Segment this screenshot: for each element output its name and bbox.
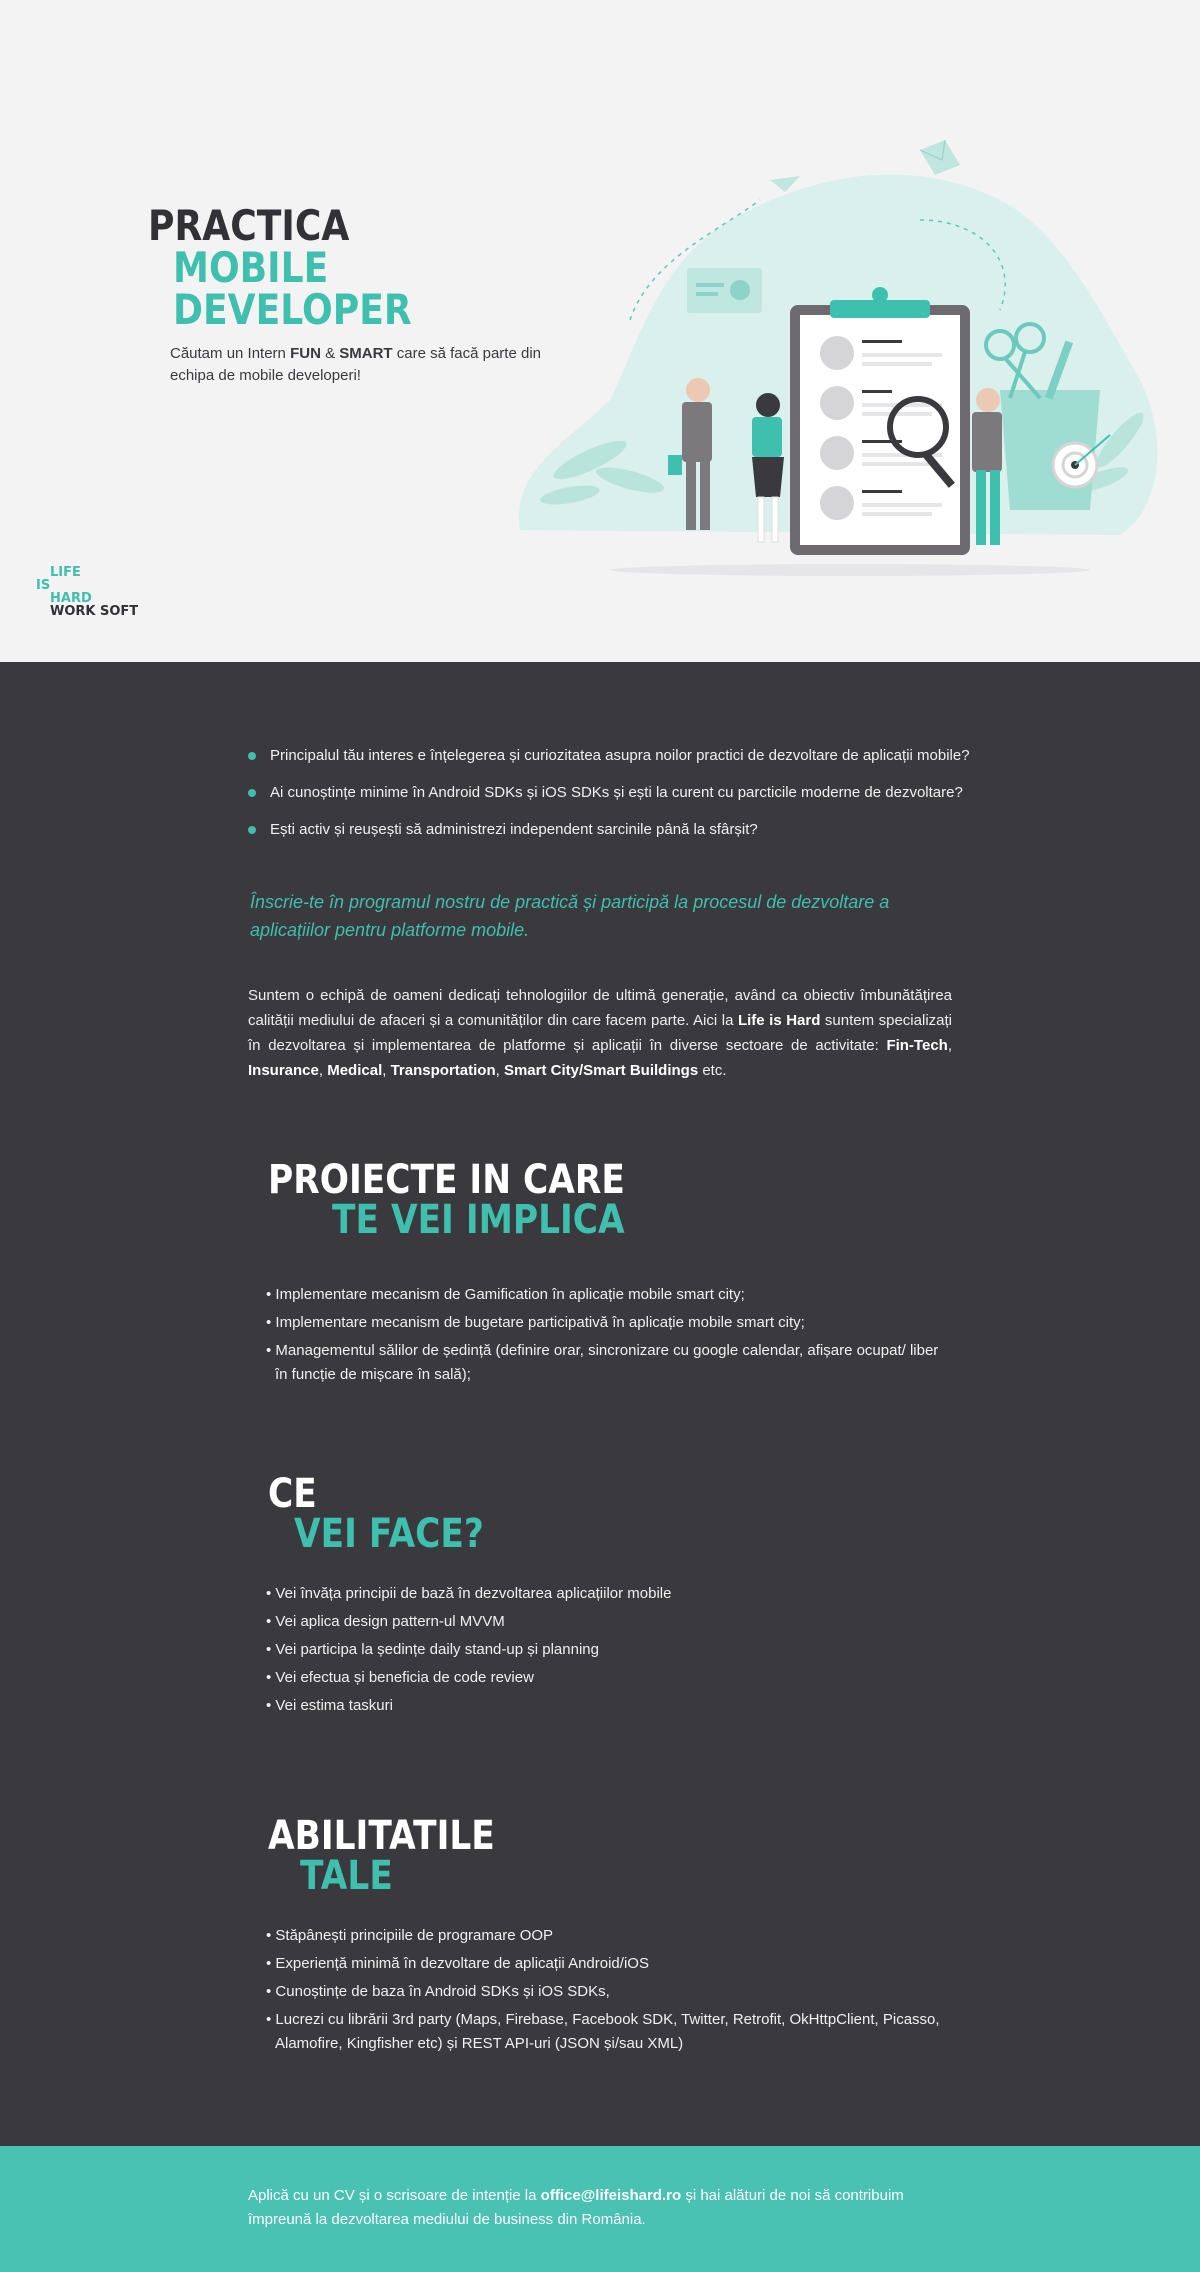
list-item: • Vei aplica design pattern-ul MVVM: [266, 1610, 946, 1634]
questions-list: [248, 745, 970, 856]
list-item: • Experiență minimă în dezvoltare de aplicații Android/iOS: [266, 1952, 946, 1976]
apply-text: Aplică cu un CV și o scrisoare de intenție la office@lifeishard.ro și hai alături de noi să contribuim împreună la dezvoltarea mediului de business din România.: [248, 2187, 904, 2228]
title-practica: PRACTICA: [148, 201, 350, 250]
tasks-list: [266, 1582, 946, 1722]
envelope-icon: [920, 140, 960, 175]
hero-section: [0, 0, 1200, 662]
list-item: • Vei participa la ședințe daily stand-up și planning: [266, 1638, 946, 1662]
recruitment-illustration: [500, 140, 1170, 600]
list-item: • Implementare mecanism de Gamification în aplicație mobile smart city;: [266, 1283, 946, 1307]
projects-list: [266, 1283, 946, 1391]
projects-heading: PROIECTE IN CARE TE VEI IMPLICA: [268, 1157, 625, 1243]
list-item: Principalul tău interes e înțelegerea și curiozitatea asupra noilor practici de dezvoltare de aplicații mobile?: [248, 745, 970, 767]
list-item: • Managementul sălilor de ședință (definire orar, sincronizare cu google calendar, afișare ocupat/ liber în funcție de mișcare în sală);: [266, 1339, 946, 1387]
tasks-heading: CE VEI FACE?: [268, 1471, 484, 1557]
footer: [0, 2146, 1200, 2272]
skills-heading: ABILITATILE TALE: [268, 1813, 495, 1899]
company-logo[interactable]: LIFE IS HARD WORK SOFT: [36, 565, 139, 619]
hero-subtitle: Căutam un Intern FUN & SMART care să facă parte din echipa de mobile developeri!: [170, 345, 541, 384]
id-card-icon: [687, 268, 762, 313]
list-item: • Stăpânești principiile de programare OOP: [266, 1924, 946, 1948]
title-mobile: MOBILE: [173, 243, 329, 292]
list-item: • Cunoștințe de baza în Android SDKs și iOS SDKs,: [266, 1980, 946, 2004]
title-developer: DEVELOPER: [173, 285, 412, 334]
about-paragraph: Suntem o echipă de oameni dedicați tehnologiilor de ultimă generație, având ca obiectiv îmbunătățirea calității mediului de afaceri și a comunităților din care facem parte. Aici la Life is Hard suntem specializați în dezvoltarea și implementarea de platforme și aplicații în diverse sectoare de activitate: Fin-Tech, Insurance, Medical, Transportation, Smart City/Smart Buildings etc.: [248, 987, 952, 1079]
lead-text: Înscrie-te în programul nostru de practică și participă la procesul de dezvoltare a aplicațiilor pentru platforme mobile.: [250, 892, 890, 940]
list-item: • Lucrezi cu librării 3rd party (Maps, Firebase, Facebook SDK, Twitter, Retrofit, OkHttpClient, Picasso, Alamofire, Kingfisher etc) și REST API-uri (JSON și/sau XML): [266, 2008, 946, 2056]
list-item: • Vei estima taskuri: [266, 1694, 946, 1718]
paper-plane-icon: [770, 176, 800, 192]
list-item: • Implementare mecanism de bugetare participativă în aplicație mobile smart city;: [266, 1311, 946, 1335]
skills-list: [266, 1924, 946, 2060]
list-item: Ai cunoștințe minime în Android SDKs și iOS SDKs și ești la curent cu parcticile moderne de dezvoltare?: [248, 782, 970, 804]
list-item: • Vei învăța principii de bază în dezvoltarea aplicațiilor mobile: [266, 1582, 946, 1606]
list-item: Ești activ și reușești să administrezi independent sarcinile până la sfârșit?: [248, 819, 970, 841]
list-item: • Vei efectua și beneficia de code review: [266, 1666, 946, 1690]
email-link[interactable]: office@lifeishard.ro: [540, 2187, 682, 2204]
page-title: [148, 201, 451, 334]
